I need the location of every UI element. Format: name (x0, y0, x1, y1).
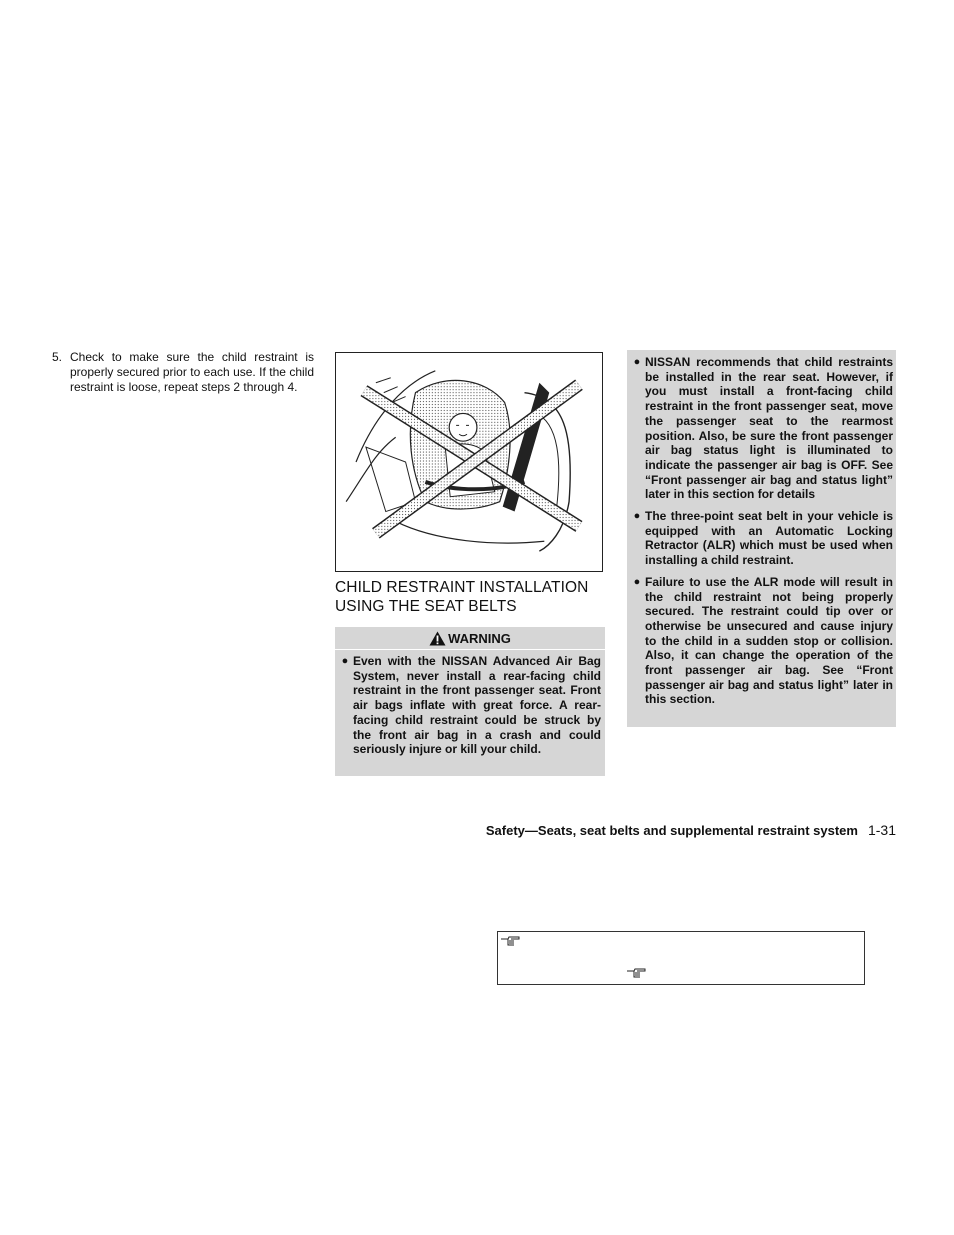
bullet-text: The three-point seat belt in your vehicle is equipped with an Automatic Locking Retractor (ALR) which must be used when installing a child restraint. (645, 509, 893, 568)
prohibited-child-restraint-illustration (335, 352, 603, 572)
warning-triangle-icon (429, 631, 446, 646)
step-number: 5. (52, 350, 63, 364)
bullet-icon: ● (341, 655, 349, 667)
bullet-text: Failure to use the ALR mode will result in the child restraint not being properly secured. The restraint could tip over or otherwise be unsecured and cause injury to the child in a sudden stop or collision. Also, it can change the operation of the front passenger air bag. See “Front passenger air bag and status light” later in this section. (645, 574, 893, 707)
bullet-icon: ● (633, 356, 641, 368)
warning-title: WARNING (448, 630, 511, 646)
bullet-icon: ● (633, 510, 641, 523)
list-item (629, 509, 893, 568)
step-text: Check to make sure the child restraint is properly secured prior to each use. If the child restraint is loose, repeat steps 2 through 4. (70, 350, 314, 394)
bullet-icon: ● (633, 575, 641, 588)
warning-header (335, 627, 605, 650)
right-bullets (627, 350, 896, 707)
warning-box (335, 627, 605, 776)
reference-box (497, 931, 865, 985)
heading-line-1: CHILD RESTRAINT INSTALLATION (335, 579, 589, 596)
list-item (629, 575, 893, 707)
warning-bullets (335, 650, 605, 757)
step-5 (52, 350, 314, 395)
page-number: 1-31 (867, 822, 896, 838)
child-seat-drawing (336, 353, 602, 571)
list-item (337, 654, 601, 757)
page-footer (446, 822, 896, 838)
warning-continued-box (627, 350, 896, 727)
heading-line-2: USING THE SEAT BELTS (335, 598, 517, 615)
section-heading (335, 578, 603, 616)
list-item (629, 355, 893, 502)
bullet-text: NISSAN recommends that child restraints be installed in the rear seat. However, if you must install a front-facing child restraint in the front passenger seat, move the passenger seat to the rearmost position. Also, be sure the front passenger air bag status light is illuminated to indicate the passenger air bag is OFF. See “Front passenger air bag and status light” later in this section for details (645, 355, 893, 502)
footer-title: Safety—Seats, seat belts and supplemental restraint system (485, 823, 858, 838)
bullet-text: Even with the NISSAN Advanced Air Bag System, never install a rear-facing child restraint in the front passenger seat. Front air bags inflate with great force. A rear-facing child restraint could be struck by the front air bag in a crash and could seriously injure or kill your child. (353, 654, 601, 757)
pointing-hand-icon[interactable] (626, 967, 646, 979)
pointing-hand-icon[interactable] (500, 935, 520, 947)
